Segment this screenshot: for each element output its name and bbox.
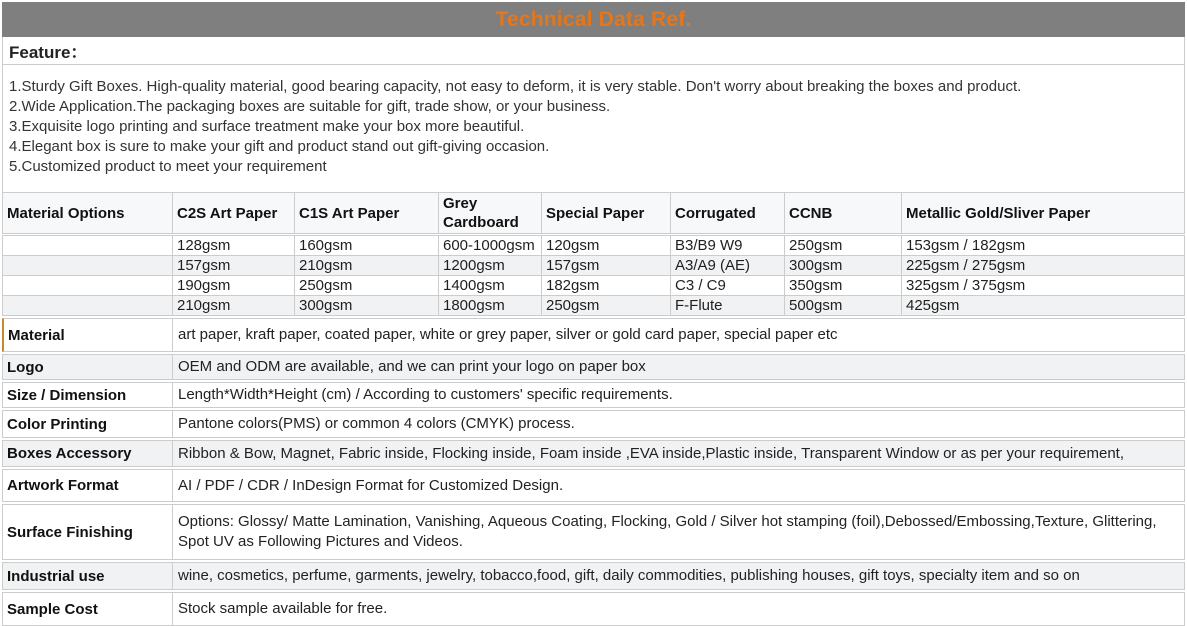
materials-header-cell: CCNB — [785, 193, 902, 235]
feature-list — [2, 65, 1185, 192]
spec-value: AI / PDF / CDR / InDesign Format for Customized Design. — [178, 476, 564, 494]
feature-heading-row — [2, 37, 1185, 65]
page-title: Technical Data Ref. — [495, 7, 692, 31]
feature-item: 4.Elegant box is sure to make your gift and product stand out gift-giving occasion. — [9, 138, 550, 155]
spec-label: Artwork Format — [3, 470, 173, 501]
materials-cell: A3/A9 (AE) — [671, 256, 785, 276]
materials-cell: 300gsm — [785, 256, 902, 276]
spec-value: OEM and ODM are available, and we can print your logo on paper box — [178, 358, 646, 375]
spec-value: Stock sample available for free. — [178, 600, 388, 617]
materials-cell: 1800gsm — [439, 296, 542, 316]
materials-cell: 250gsm — [295, 276, 439, 296]
spec-value: Ribbon & Bow, Magnet, Fabric inside, Flocking inside, Foam inside ,EVA inside,Plastic inside, Transparent Window or as per your requirement, — [178, 444, 1125, 462]
materials-cell: 325gsm / 375gsm — [902, 276, 1185, 296]
materials-cell: 153gsm / 182gsm — [902, 235, 1185, 256]
materials-cell: C3 / C9 — [671, 276, 785, 296]
materials-cell: B3/B9 W9 — [671, 235, 785, 256]
materials-cell: 210gsm — [295, 256, 439, 276]
feature-item: 1.Sturdy Gift Boxes. High-quality material, good bearing capacity, not easy to deform, it is very stable. Don't worry about breaking the boxes and product. — [9, 78, 1022, 95]
materials-header-cell: Special Paper — [542, 193, 671, 235]
materials-header-row — [3, 193, 1185, 235]
materials-cell: 128gsm — [173, 235, 295, 256]
spec-row-material — [2, 318, 1185, 352]
feature-item: 3.Exquisite logo printing and surface treatment make your box more beautiful. — [9, 118, 525, 135]
spec-label: Material — [4, 319, 173, 351]
materials-cell: 190gsm — [173, 276, 295, 296]
spec-label: Logo — [3, 355, 173, 379]
materials-cell — [3, 296, 173, 316]
materials-cell: 182gsm — [542, 276, 671, 296]
spec-label: Size / Dimension — [3, 383, 173, 407]
spec-label: Industrial use — [3, 563, 173, 589]
spec-value: Options: Glossy/ Matte Lamination, Vanishing, Aqueous Coating, Flocking, Gold / Silver hot stamping (foil),Debossed/Embossing,Texture, Glittering, Spot UV as Following Pictures and Videos. — [178, 513, 1157, 550]
spec-row-artwork-format — [2, 469, 1185, 502]
feature-item: 2.Wide Application.The packaging boxes are suitable for gift, trade show, or your business. — [9, 98, 611, 115]
spec-row-size-dimension — [2, 382, 1185, 408]
materials-table-body — [3, 235, 1185, 316]
spec-row-boxes-accessory — [2, 440, 1185, 467]
materials-cell: F-Flute — [671, 296, 785, 316]
materials-header-cell: Grey Cardboard — [439, 193, 542, 235]
materials-header-cell: Material Options — [3, 193, 173, 235]
materials-cell: 160gsm — [295, 235, 439, 256]
materials-cell: 225gsm / 275gsm — [902, 256, 1185, 276]
title-bar — [2, 2, 1185, 37]
spec-value: wine, cosmetics, perfume, garments, jewelry, tobacco,food, gift, daily commodities, publishing houses, gift toys, specialty item and so on — [178, 567, 1080, 584]
materials-header-cell: C2S Art Paper — [173, 193, 295, 235]
materials-cell — [3, 235, 173, 256]
materials-cell: 157gsm — [173, 256, 295, 276]
spec-label: Sample Cost — [3, 593, 173, 625]
materials-cell — [3, 276, 173, 296]
materials-cell: 600-1000gsm — [439, 235, 542, 256]
spec-label: Surface Finishing — [3, 505, 173, 559]
feature-item: 5.Customized product to meet your requirement — [9, 158, 327, 175]
materials-row — [3, 276, 1185, 296]
materials-cell: 120gsm — [542, 235, 671, 256]
materials-table — [2, 192, 1185, 316]
materials-row — [3, 296, 1185, 316]
spec-label: Color Printing — [3, 411, 173, 437]
materials-cell: 425gsm — [902, 296, 1185, 316]
spec-row-sample-cost — [2, 592, 1185, 626]
spec-row-industrial-use — [2, 562, 1185, 590]
spec-value: Pantone colors(PMS) or common 4 colors (CMYK) process. — [178, 415, 575, 432]
feature-heading: Feature： — [9, 43, 88, 62]
materials-cell: 300gsm — [295, 296, 439, 316]
materials-table-head — [3, 193, 1185, 235]
spec-label: Boxes Accessory — [3, 441, 173, 466]
spec-rows — [2, 318, 1185, 626]
materials-cell: 157gsm — [542, 256, 671, 276]
materials-cell: 1400gsm — [439, 276, 542, 296]
materials-header-cell: C1S Art Paper — [295, 193, 439, 235]
spec-row-surface-finishing — [2, 504, 1185, 560]
materials-header-cell: Metallic Gold/Sliver Paper — [902, 193, 1185, 235]
spec-row-color-printing — [2, 410, 1185, 438]
spec-value: art paper, kraft paper, coated paper, white or grey paper, silver or gold card paper, special paper etc — [178, 326, 838, 343]
materials-row — [3, 256, 1185, 276]
materials-cell: 250gsm — [542, 296, 671, 316]
materials-cell: 500gsm — [785, 296, 902, 316]
materials-row — [3, 235, 1185, 256]
materials-cell — [3, 256, 173, 276]
materials-cell: 1200gsm — [439, 256, 542, 276]
materials-cell: 250gsm — [785, 235, 902, 256]
materials-cell: 350gsm — [785, 276, 902, 296]
spec-row-logo — [2, 354, 1185, 380]
spec-value: Length*Width*Height (cm) / According to customers' specific requirements. — [178, 386, 673, 403]
materials-header-cell: Corrugated — [671, 193, 785, 235]
materials-cell: 210gsm — [173, 296, 295, 316]
